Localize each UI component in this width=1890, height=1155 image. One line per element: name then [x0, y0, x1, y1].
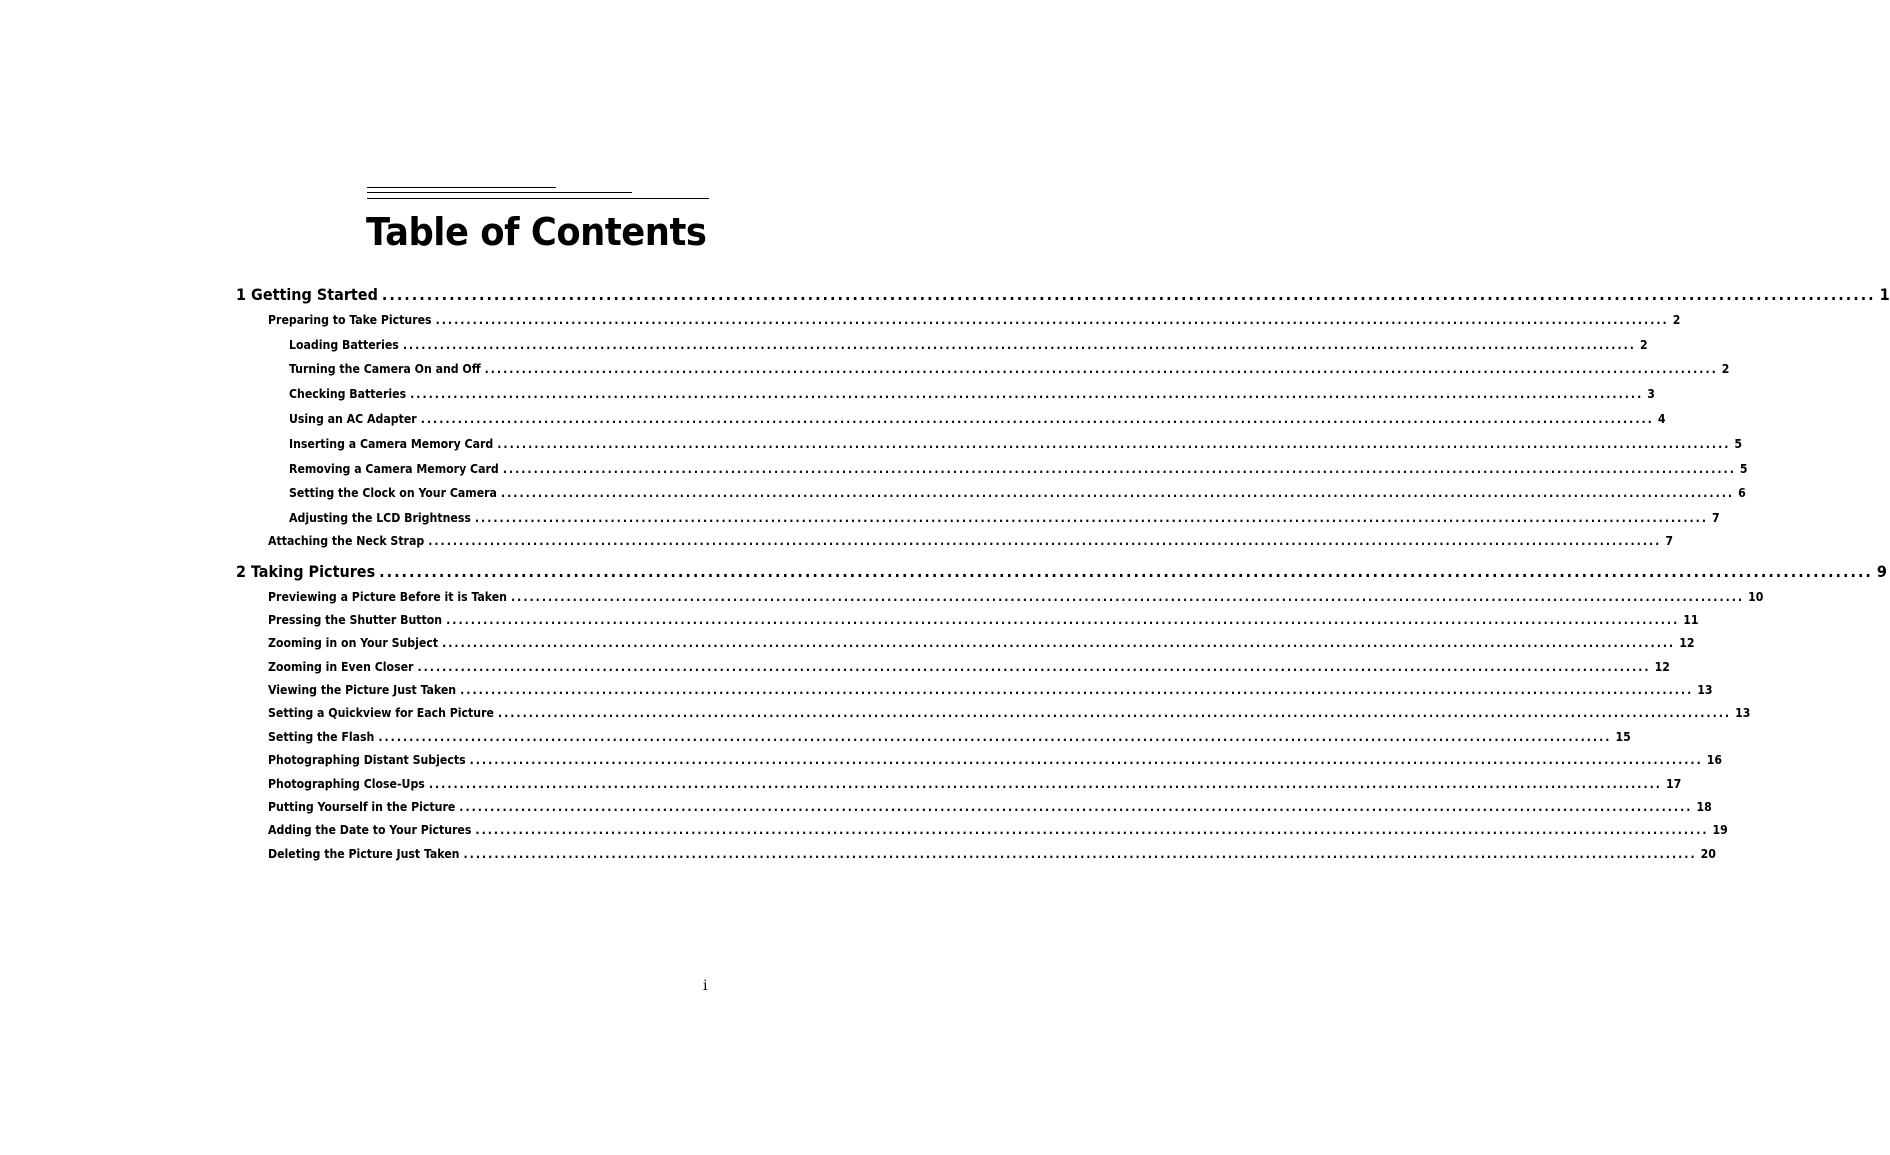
toc-entry[interactable]	[268, 660, 1670, 674]
dot-leader: ........................................................................................................................................................................................................	[497, 437, 1731, 451]
toc-entry[interactable]	[268, 730, 1631, 744]
toc-entry-page: 3	[1647, 387, 1655, 401]
dot-leader: ........................................................................................................................................................................................................	[428, 534, 1662, 548]
dot-leader: ........................................................................................................................................................................................................	[435, 313, 1669, 327]
toc-entry[interactable]	[268, 753, 1723, 767]
toc-entry-page: 2	[1721, 362, 1730, 376]
toc-entry[interactable]	[268, 706, 1751, 720]
toc-entry[interactable]	[289, 387, 1655, 401]
toc-entry-label: Viewing the Picture Just Taken	[268, 683, 457, 697]
toc-entry[interactable]	[268, 777, 1682, 791]
dot-leader: ........................................................................................................................................................................................................	[475, 823, 1709, 837]
toc-entry-page: 7	[1712, 511, 1720, 525]
page-title: Table of Contents	[366, 210, 707, 254]
toc-entry-page: 16	[1706, 753, 1723, 767]
toc-entry[interactable]	[289, 437, 1743, 451]
toc-entry-page: 9	[1876, 562, 1887, 581]
toc-entry-label: Putting Yourself in the Picture	[268, 800, 456, 814]
dot-leader: ........................................................................................................................................................................................................	[417, 660, 1651, 674]
toc-entry[interactable]	[289, 486, 1746, 500]
dot-leader: ........................................................................................................................................................................................................	[402, 338, 1636, 352]
toc-chapter[interactable]	[236, 562, 1887, 581]
toc-entry-label: Preparing to Take Pictures	[268, 313, 432, 327]
toc-entry-page: 1	[1879, 285, 1890, 304]
toc-entry-page: 12	[1654, 660, 1670, 674]
toc-entry[interactable]	[268, 613, 1699, 627]
dot-leader: ........................................................................................................................................................................................................	[497, 706, 1732, 720]
toc-entry-page: 13	[1735, 706, 1751, 720]
toc-entry[interactable]	[268, 636, 1695, 650]
toc-entry-page: 4	[1657, 412, 1666, 426]
dot-leader: ........................................................................................................................................................................................................	[379, 562, 1873, 581]
dot-leader: ........................................................................................................................................................................................................	[378, 730, 1612, 744]
dot-leader: ........................................................................................................................................................................................................	[446, 613, 1680, 627]
toc-entry-label: Photographing Distant Subjects	[268, 753, 466, 767]
toc-entry-page: 5	[1734, 437, 1743, 451]
toc-entry-label: Setting the Clock on Your Camera	[289, 486, 497, 500]
dot-leader: ........................................................................................................................................................................................................	[474, 511, 1709, 525]
toc-entry-label: Setting the Flash	[268, 730, 375, 744]
dot-leader: ........................................................................................................................................................................................................	[484, 362, 1718, 376]
dot-leader: ........................................................................................................................................................................................................	[502, 462, 1736, 476]
toc-entry-page: 11	[1683, 613, 1699, 627]
toc-chapter[interactable]	[236, 285, 1890, 304]
toc-entry-label: Using an AC Adapter	[289, 412, 417, 426]
toc-entry[interactable]	[268, 590, 1764, 604]
toc-entry-page: 2	[1672, 313, 1681, 327]
toc-entry-page: 13	[1697, 683, 1713, 697]
toc-entry-label: Adding the Date to Your Pictures	[268, 823, 472, 837]
toc-entry-label: Loading Batteries	[289, 338, 399, 352]
toc-entry[interactable]	[289, 511, 1720, 525]
toc-entry-label: Zooming in on Your Subject	[268, 636, 439, 650]
toc-entry[interactable]	[268, 800, 1712, 814]
dot-leader: ........................................................................................................................................................................................................	[463, 847, 1697, 861]
dot-leader: ........................................................................................................................................................................................................	[420, 412, 1654, 426]
dot-leader: ........................................................................................................................................................................................................	[381, 285, 1876, 304]
toc-entry-page: 18	[1696, 800, 1712, 814]
toc-entry[interactable]	[289, 338, 1648, 352]
toc-entry[interactable]	[289, 462, 1748, 476]
toc-entry-label: Inserting a Camera Memory Card	[289, 437, 494, 451]
dot-leader: ........................................................................................................................................................................................................	[469, 753, 1703, 767]
dot-leader: ........................................................................................................................................................................................................	[510, 590, 1745, 604]
toc-entry[interactable]	[268, 847, 1716, 861]
toc-entry-label: Adjusting the LCD Brightness	[289, 511, 471, 525]
toc-entry-label: Turning the Camera On and Off	[289, 362, 481, 376]
dot-leader: ........................................................................................................................................................................................................	[460, 683, 1694, 697]
toc-entry-page: 20	[1700, 847, 1716, 861]
toc-entry-page: 2	[1639, 338, 1648, 352]
toc-entry-label: Removing a Camera Memory Card	[289, 462, 499, 476]
toc-entry-label: Zooming in Even Closer	[268, 660, 414, 674]
toc-entry-label: 1 Getting Started	[236, 285, 378, 304]
toc-entry-label: Attaching the Neck Strap	[268, 534, 425, 548]
toc-entry[interactable]	[268, 313, 1681, 327]
dot-leader: ........................................................................................................................................................................................................	[442, 636, 1676, 650]
toc-entry-label: Setting a Quickview for Each Picture	[268, 706, 494, 720]
page-number: i	[703, 978, 708, 994]
toc-entry-label: Pressing the Shutter Button	[268, 613, 443, 627]
dot-leader: ........................................................................................................................................................................................................	[410, 387, 1644, 401]
toc-entry-label: Photographing Close-Ups	[268, 777, 425, 791]
toc-entry-page: 6	[1738, 486, 1746, 500]
dot-leader: ........................................................................................................................................................................................................	[459, 800, 1693, 814]
dot-leader: ........................................................................................................................................................................................................	[500, 486, 1735, 500]
dot-leader: ........................................................................................................................................................................................................	[428, 777, 1662, 791]
toc-entry[interactable]	[268, 534, 1673, 548]
toc-entry-label: Deleting the Picture Just Taken	[268, 847, 460, 861]
toc-entry-page: 17	[1665, 777, 1682, 791]
toc-entry-label: Previewing a Picture Before it is Taken	[268, 590, 507, 604]
toc-entry[interactable]	[289, 412, 1666, 426]
toc-entry-label: 2 Taking Pictures	[236, 562, 376, 581]
toc-entry[interactable]	[268, 683, 1713, 697]
toc-entry-page: 12	[1679, 636, 1695, 650]
toc-entry-page: 15	[1615, 730, 1631, 744]
toc-entry-label: Checking Batteries	[289, 387, 407, 401]
toc-entry[interactable]	[268, 823, 1728, 837]
toc-entry[interactable]	[289, 362, 1730, 376]
toc-entry-page: 19	[1712, 823, 1728, 837]
toc-entry-page: 10	[1748, 590, 1764, 604]
toc-entry-page: 7	[1665, 534, 1673, 548]
toc-entry-page: 5	[1739, 462, 1748, 476]
